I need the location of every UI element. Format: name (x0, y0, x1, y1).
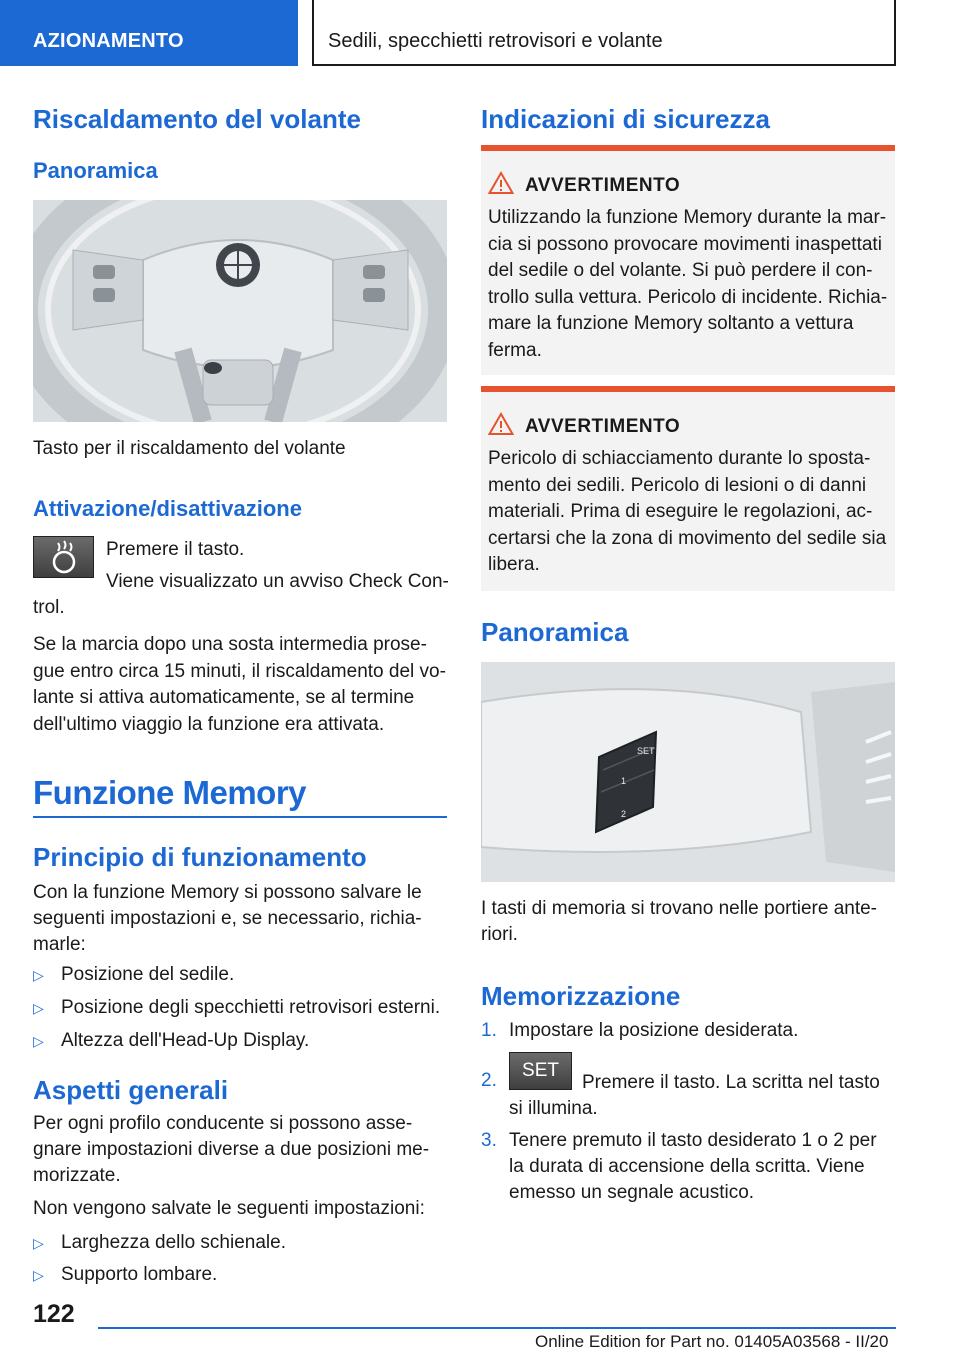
paragraph-line: I tasti di memoria si trovano nelle portiere ante- (481, 898, 878, 919)
one-label: 1 (621, 776, 627, 786)
door-memory-buttons-photo (481, 662, 895, 882)
paragraph-line: trollo sulla vettura. Pericolo di incidente. Richia- (488, 286, 888, 308)
triangle-bullet-icon: ▷ (33, 1267, 44, 1283)
triangle-bullet-icon: ▷ (33, 1235, 44, 1251)
press-button-text: Premere il tasto. (106, 539, 245, 560)
paragraph-line: gue entro circa 15 minuti, il riscaldamento del vo- (33, 661, 446, 682)
paragraph-line: cia si possono provocare movimenti inaspettati (488, 233, 882, 255)
heading-steering-heating: Riscaldamento del volante (33, 104, 361, 134)
two-label: 2 (621, 809, 627, 819)
step-text: la durata di accensione della scritta. Viene (509, 1156, 865, 1177)
heading-principle: Principio di funzionamento (33, 842, 367, 872)
steering-heating-button-image (33, 536, 94, 578)
set-button-label: SET (522, 1060, 559, 1081)
paragraph-line: Con la funzione Memory si possono salvare le (33, 882, 422, 903)
step-text: Tenere premuto il tasto desiderato 1 o 2 per (509, 1130, 877, 1151)
header-chapter-tab (312, 0, 896, 66)
header-chapter-label: Sedili, specchietti retrovisori e volante (328, 30, 663, 52)
heading-overview-right: Panoramica (481, 617, 629, 647)
set-label: SET (637, 746, 655, 756)
step-text: emesso un segnale acustico. (509, 1182, 755, 1203)
check-control-line-1: Viene visualizzato un avviso Check Con- (106, 571, 449, 592)
steering-wheel-illustration (33, 200, 447, 422)
triangle-bullet-icon: ▷ (33, 1033, 44, 1049)
warning-body (488, 446, 888, 579)
warning-body (488, 205, 888, 364)
paragraph-line: mento dei sedili. Pericolo di lesioni o di danni (488, 474, 867, 496)
set-button-image (509, 1052, 572, 1090)
not-saved-intro: Non vengono salvate le seguenti impostazioni: (33, 1198, 425, 1219)
steering-heat-icon (34, 537, 95, 579)
step-number: 3. (481, 1130, 497, 1151)
paragraph-line: Se la marcia dopo una sosta intermedia prose- (33, 634, 427, 655)
paragraph-line: riori. (481, 924, 518, 945)
step-text: Premere il tasto. La scritta nel tasto (582, 1072, 880, 1093)
paragraph-line: morizzate. (33, 1165, 121, 1186)
subheading-activation: Attivazione/disattivazione (33, 496, 302, 521)
step-text: si illumina. (509, 1098, 598, 1119)
paragraph-line: ferma. (488, 339, 542, 361)
triangle-bullet-icon: ▷ (33, 967, 44, 983)
triangle-bullet-icon: ▷ (33, 1000, 44, 1016)
subheading-overview-left: Panoramica (33, 158, 158, 183)
header-section-label: AZIONAMENTO (33, 30, 184, 52)
warning-triangle-icon (488, 412, 514, 436)
paragraph-line: Per ogni profilo conducente si possono asse- (33, 1113, 413, 1134)
warning-box-2 (481, 386, 895, 591)
paragraph-line: gnare impostazioni diverse a due posizioni me- (33, 1139, 430, 1160)
check-control-line-2: trol. (33, 597, 65, 618)
paragraph-line: Pericolo di schiacciamento durante lo sposta- (488, 448, 871, 469)
warning-triangle-icon (488, 171, 514, 195)
paragraph-line: dell'ultimo viaggio la funzione era attivata. (33, 714, 385, 735)
footer-rule (98, 1327, 896, 1329)
header-section-tab (0, 0, 298, 66)
warning-box-1 (481, 145, 895, 375)
paragraph-line: Utilizzando la funzione Memory durante la mar- (488, 207, 887, 228)
paragraph-line: del sedile o del volante. Si può perdere il con- (488, 260, 873, 281)
heading-rule (33, 816, 447, 818)
step-text: Impostare la posizione desiderata. (509, 1020, 799, 1041)
steering-photo-caption: Tasto per il riscaldamento del volante (33, 438, 346, 459)
paragraph-line: libera. (488, 554, 540, 575)
paragraph-line: mare la funzione Memory soltanto a vettura (488, 313, 854, 334)
step-number: 1. (481, 1020, 497, 1041)
step-number: 2. (481, 1070, 497, 1091)
warning-title: AVVERTIMENTO (525, 416, 681, 437)
heading-general-aspects: Aspetti generali (33, 1075, 229, 1105)
heading-storing: Memorizzazione (481, 981, 681, 1011)
warning-title: AVVERTIMENTO (525, 175, 681, 196)
paragraph-line: marle: (33, 934, 86, 955)
page-number: 122 (33, 1300, 75, 1328)
paragraph-line: certarsi che la zona di movimento del sedile sia (488, 527, 887, 549)
heading-safety: Indicazioni di sicurezza (481, 104, 770, 134)
paragraph-line: lante si attiva automaticamente, se al termine (33, 687, 415, 708)
steering-wheel-photo (33, 200, 447, 422)
door-panel-illustration (481, 662, 895, 882)
heading-memory-function: Funzione Memory (33, 774, 307, 811)
paragraph-line: seguenti impostazioni e, se necessario, richia- (33, 908, 422, 929)
paragraph-line: materiali. Prima di eseguire le regolazioni, ac- (488, 501, 873, 522)
footer-edition: Online Edition for Part no. 01405A03568 - II/20 (535, 1332, 889, 1351)
